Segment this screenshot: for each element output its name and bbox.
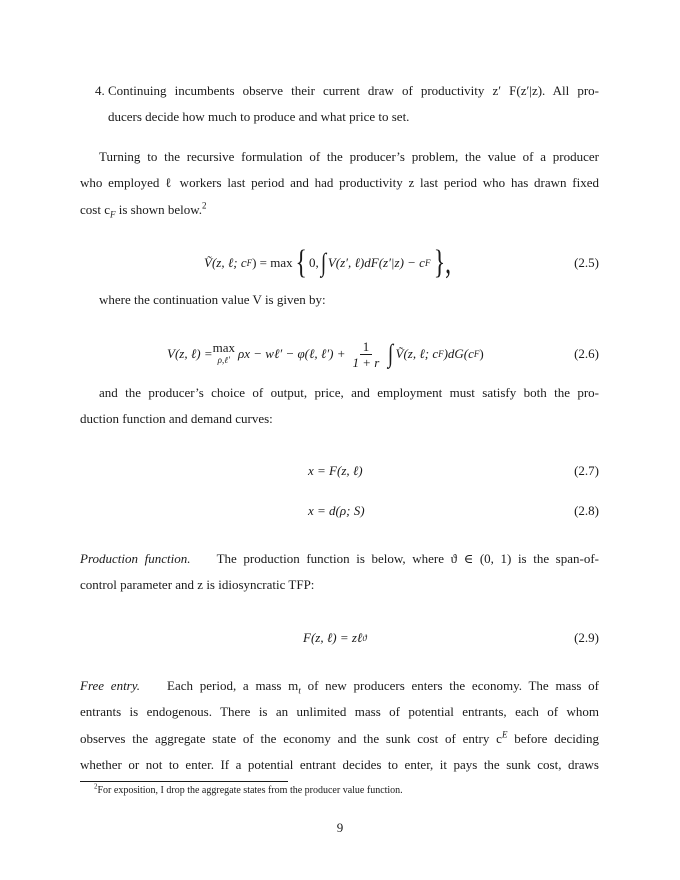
paragraph-line: whether or not to enter. If a potential entrant decides to enter, it pays the sunk cost, draws [80, 756, 599, 772]
equation-2-5 [80, 243, 599, 283]
equation-2-9 [80, 618, 599, 658]
equation-term: 0, [308, 255, 319, 270]
left-brace: { [295, 244, 307, 281]
equation-term: x = F(z, ℓ) [308, 463, 363, 478]
paragraph-line: and the producer’s choice of output, price, and employment must satisfy both the pro- [99, 385, 599, 400]
equation-number: (2.8) [574, 503, 599, 518]
max-label: max [212, 340, 235, 355]
paragraph-choice [80, 380, 599, 433]
footnote-marker: 2 [94, 782, 98, 791]
paragraph-line: entrants is endogenous. There is an unlimited mass of potential entrants, each of whom [80, 704, 599, 720]
paragraph-line: control parameter and z is idiosyncratic TFP: [80, 577, 315, 593]
paragraph-recursive [80, 144, 599, 223]
integral-sign: ∫ [320, 248, 326, 277]
text-fragment: before deciding [507, 730, 599, 746]
equation-number: (2.7) [574, 463, 599, 478]
integrand: ) [479, 346, 484, 361]
footnote [94, 784, 403, 798]
max-operator [213, 342, 235, 366]
paragraph-line: duction function and demand curves: [80, 411, 273, 427]
footnote-rule [80, 781, 288, 782]
equation-number: (2.9) [574, 630, 599, 645]
text-fragment: is shown below. [115, 201, 203, 217]
paragraph-free-entry [80, 673, 599, 778]
equation-2-6 [80, 334, 599, 374]
run-in-heading: Production function. [80, 551, 191, 566]
fraction-numerator: 1 [360, 339, 373, 355]
equation-2-7 [80, 451, 599, 491]
integrand: )dG(c [443, 346, 474, 361]
run-in-heading: Free entry. [80, 678, 141, 693]
right-brace: }, [434, 244, 452, 281]
integrand: V(z′, ℓ)dF(z′|z) − c [327, 255, 425, 270]
equation-lhs: Ṽ(z, ℓ; c [204, 255, 247, 270]
paragraph-production [80, 546, 599, 599]
list-item-4 [108, 78, 599, 131]
text-fragment: Each period, a mass m [167, 678, 299, 693]
list-item-line: Continuing incumbents observe their current draw of productivity z′ F(z′|z). All pro- [108, 83, 599, 98]
paragraph-line [80, 197, 599, 223]
integral-sign: ∫ [388, 339, 394, 368]
subscript: F [109, 209, 116, 220]
paragraph-where [80, 287, 599, 313]
equation-body [308, 491, 365, 531]
equation-term: ρx − wℓ′ − φ(ℓ, ℓ′) + [238, 346, 346, 361]
list-item-number: 4. [95, 83, 105, 98]
equation-body [308, 451, 363, 491]
integrand: Ṽ(z, ℓ; c [395, 346, 439, 361]
paragraph-line [80, 546, 599, 572]
equation-2-8 [80, 491, 599, 531]
superscript: E [501, 729, 508, 740]
subscript: t [298, 685, 301, 696]
paragraph-line: who employed ℓ workers last period and had productivity z last period who has drawn fixed [80, 175, 599, 191]
list-item-line: ducers decide how much to produce and what price to set. [108, 109, 410, 125]
fraction-denominator: 1 + r [352, 354, 380, 370]
equation-term: F(z, ℓ) = zℓ [303, 630, 363, 645]
equation-body: F(z, ℓ) = zℓ ϑ [303, 630, 367, 645]
text-fragment: observes the aggregate state of the economy and the sunk cost of entry c [80, 730, 502, 746]
footnote-text: For exposition, I drop the aggregate states from the producer value function. [97, 785, 403, 796]
text-fragment: cost c [80, 201, 110, 217]
equation-term: x = d(ρ; S) [308, 503, 365, 518]
footnote-marker: 2 [202, 200, 207, 211]
equation-body: V(z, ℓ) = max ρ,ℓ′ ρx − wℓ′ − φ(ℓ, ℓ′) + $\frac{1}{1 + r}$ ∫ Ṽ(z, ℓ; c F )dG(c F ) [167, 338, 484, 370]
text-fragment: of new producers enters the economy. The mass of [300, 678, 600, 693]
paragraph-line: Turning to the recursive formulation of the producer’s problem, the value of a producer [99, 149, 599, 164]
paragraph-line [80, 673, 599, 699]
text-fragment: The production function is below, where ϑ ∈ (0, 1) is the span-of- [216, 551, 599, 566]
equation-lhs: V(z, ℓ) = [167, 346, 213, 361]
equation-number: (2.6) [574, 346, 599, 361]
paragraph-line [80, 726, 599, 752]
max-subscript: ρ,ℓ′ [217, 355, 230, 365]
page-number: 9 [336, 820, 344, 835]
equation-body: Ṽ(z, ℓ; c F ) = max { 0, ∫ V(z′, ℓ)dF(z′|z) − c F }, [204, 244, 452, 281]
paragraph-line: where the continuation value V is given by: [99, 292, 326, 307]
fraction [350, 339, 383, 370]
equation-operator: ) = max [252, 255, 293, 270]
equation-number: (2.5) [574, 255, 599, 270]
